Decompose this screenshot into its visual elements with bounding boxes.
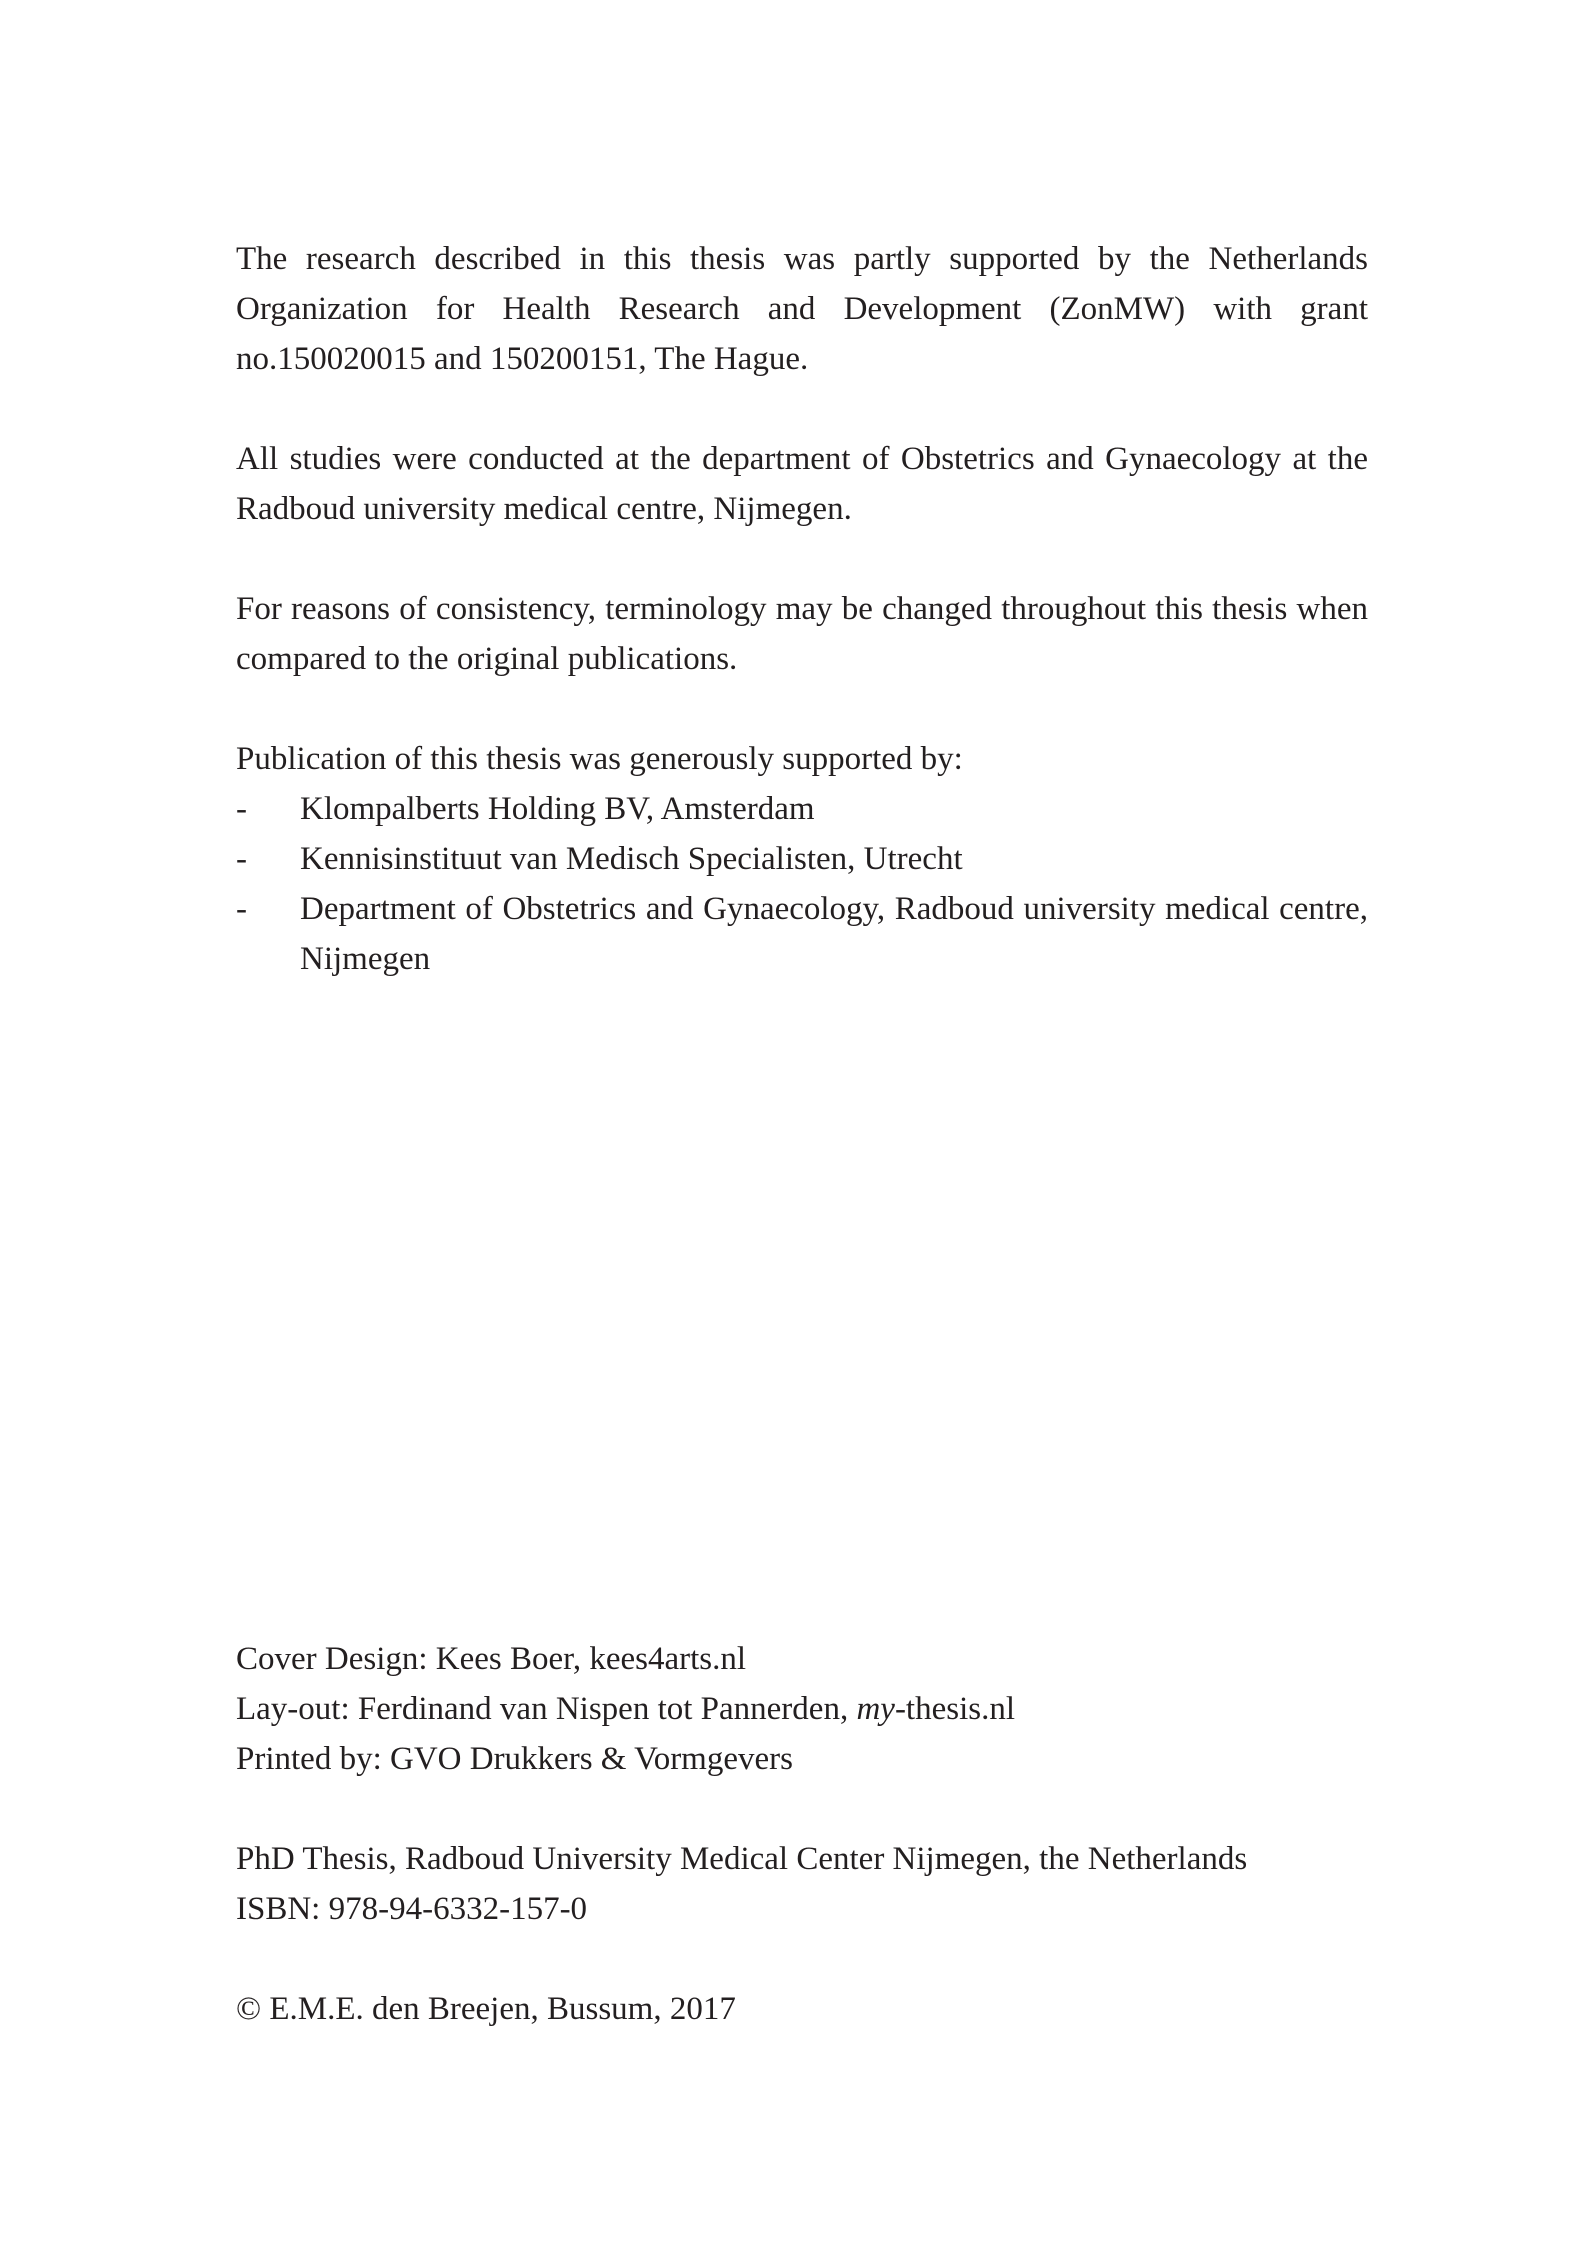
list-dash: - [236,841,247,877]
list-item [236,784,1368,834]
list-dash: - [236,791,247,827]
layout-credit [236,1684,1368,1734]
isbn: ISBN: 978-94-6332-157-0 [236,1891,588,1927]
list-dash: - [236,891,247,927]
thesis-info [236,1834,1368,1934]
colophon [236,1634,1368,1784]
sponsors-list [236,784,1368,984]
printer-credit: Printed by: GVO Drukkers & Vormgevers [236,1741,793,1777]
layout-credit-italic: my [856,1691,895,1727]
layout-credit-suffix: -thesis.nl [894,1691,1016,1727]
cover-design-credit: Cover Design: Kees Boer, kees4arts.nl [236,1641,747,1677]
copyright-text: © E.M.E. den Breejen, Bussum, 2017 [236,1991,736,2027]
sponsor-name: Kennisinstituut van Medisch Specialisten, Utrecht [300,841,963,877]
consistency-statement: For reasons of consistency, terminology may be changed throughout this thesis when compared to the original publications. [236,591,1368,677]
funding-statement: The research described in this thesis was partly supported by the Netherlands Organization for Health Research and Development (ZonMW) with grant no.150020015 and 150200151, The Hague. [236,241,1368,377]
sponsor-name: Klompalberts Holding BV, Amsterdam [300,791,815,827]
sponsors-heading: Publication of this thesis was generously supported by: [236,741,963,777]
sponsors-section [236,734,1368,984]
thesis-institution: PhD Thesis, Radboud University Medical Center Nijmegen, the Netherlands [236,1841,1248,1877]
list-item [236,834,1368,884]
copyright-notice [236,1984,1368,2034]
list-item [236,884,1368,984]
sponsor-name: Department of Obstetrics and Gynaecology, Radboud university medical centre, Nijmegen [300,891,1368,977]
layout-credit-prefix: Lay-out: Ferdinand van Nispen tot Pannerden, [236,1691,857,1727]
studies-statement: All studies were conducted at the department of Obstetrics and Gynaecology at the Radboud university medical centre, Nijmegen. [236,441,1368,527]
